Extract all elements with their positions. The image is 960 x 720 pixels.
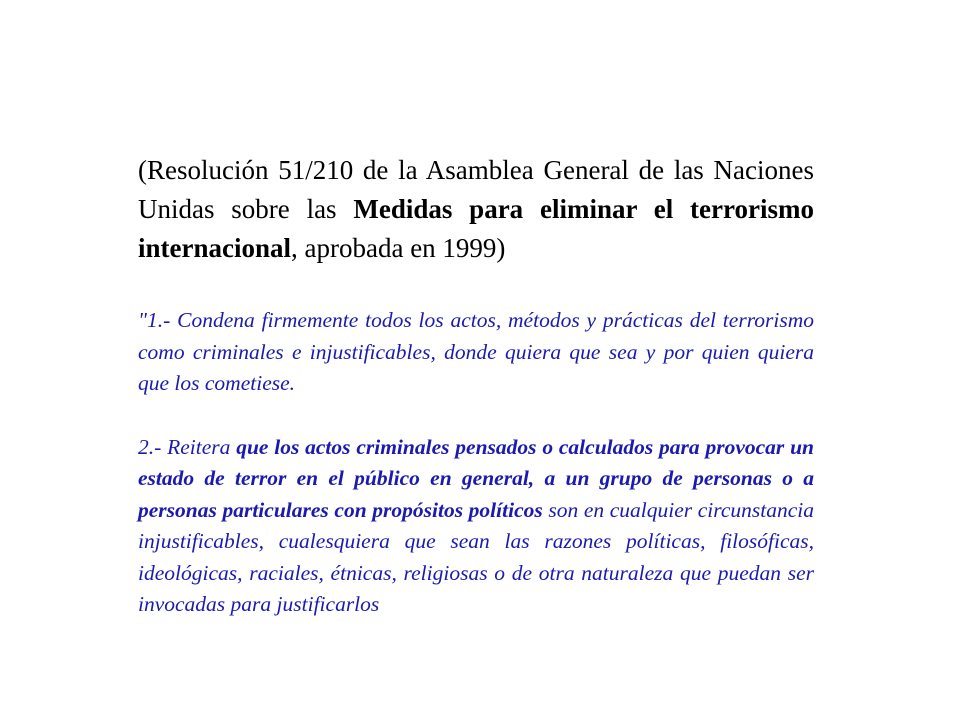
quote-paragraph-2 — [138, 432, 814, 621]
resolution-heading — [138, 151, 814, 268]
heading-bold-title: Medidas para eliminar el terrorismo internacional — [138, 194, 814, 263]
paragraph-2-lead: 2.- Reitera — [138, 434, 237, 459]
slide-content — [138, 151, 814, 621]
paragraph-2-bold: que los actos criminales pensados o calculados para provocar un estado de terror en el público en general, a un grupo de personas o a personas particulares con propósitos políticos — [138, 434, 814, 522]
quote-paragraph-1 — [138, 305, 814, 400]
paragraph-2-rest: son en cualquier circunstancia injustificables, cualesquiera que sean las razones políticas, filosóficas, ideológicas, raciales, étnicas, religiosas o de otra naturaleza que puedan ser invocadas para justificarlos — [138, 497, 814, 616]
heading-intro: (Resolución 51/210 de la Asamblea General de las Naciones Unidas sobre las — [138, 155, 814, 224]
paragraph-1-text: "1.- Condena firmemente todos los actos, métodos y prácticas del terrorismo como criminales e injustificables, donde quiera que sea y por quien quiera que los cometiese. — [138, 308, 814, 395]
heading-outro: , aprobada en 1999) — [291, 233, 506, 263]
